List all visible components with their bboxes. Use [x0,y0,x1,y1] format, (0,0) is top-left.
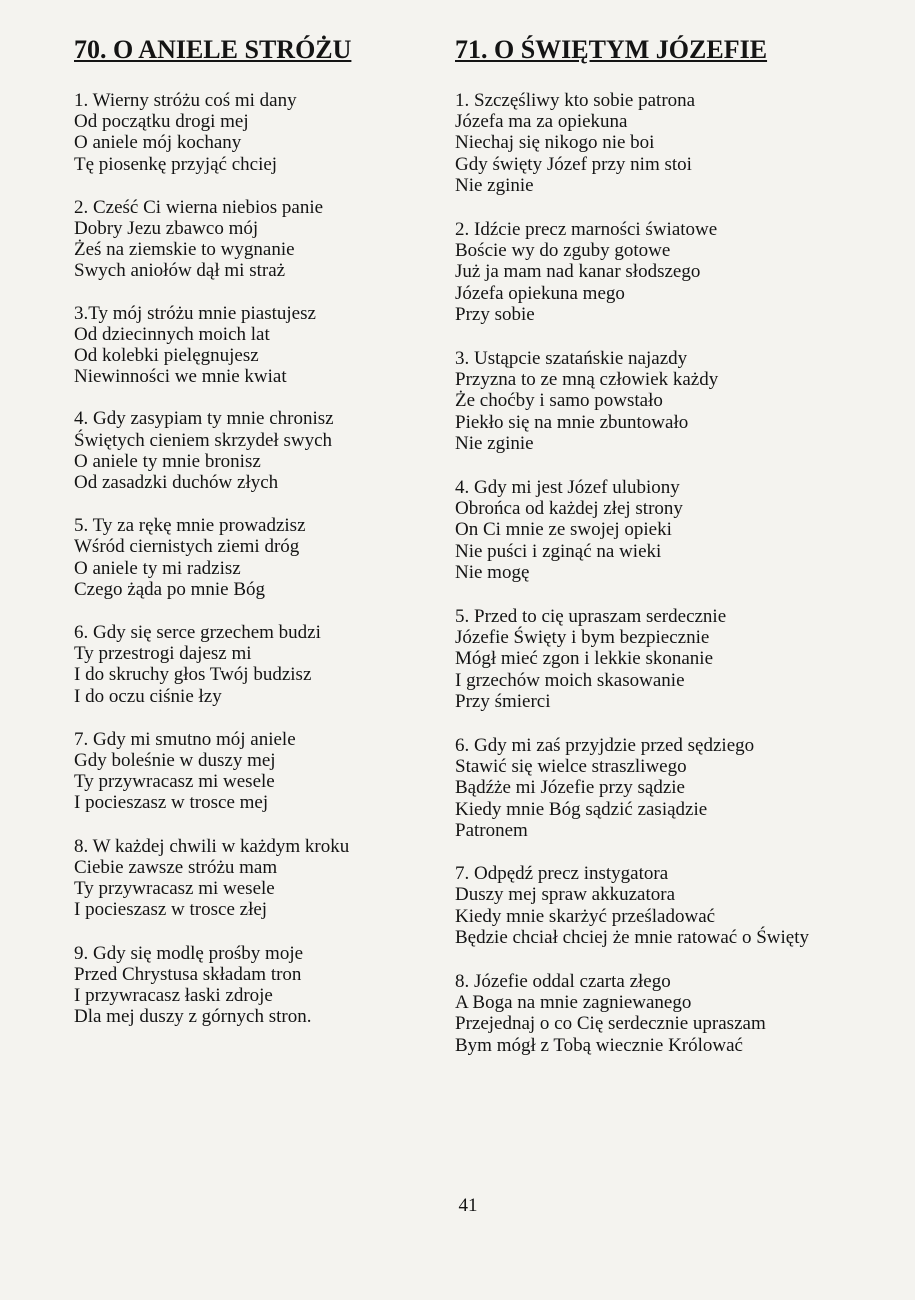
verse-line: 5. Ty za rękę mnie prowadzisz [74,515,306,537]
verse [74,836,444,921]
verse [455,477,875,583]
verse-line: I pocieszasz w trosce złej [74,899,268,921]
verse-line: I przywracasz łaski zdroje [74,984,273,1006]
verse-line: 1. Szczęśliwy kto sobie patrona [455,90,696,111]
verse-line: Przejednaj o co Cię serdecznie upraszam [455,1013,766,1035]
verse-line: Bądźże mi Józefie przy sądzie [455,777,685,799]
verse-line: Gdy boleśnie w duszy mej [74,750,276,772]
verse-line: Józefa ma za opiekuna [455,111,628,133]
verse-line: Nie puści i zginąć na wieki [455,540,662,562]
verse-line: 6. Gdy mi zaś przyjdzie przed sędziego [455,735,755,757]
verse-line: Przed Chrystusa składam tron [74,963,302,985]
song-title: 70. O ANIELE STRÓŻU [74,35,352,64]
verse-line: Tę piosenkę przyjąć chciej [74,153,278,175]
verse-line: I do oczu ciśnie łzy [74,685,222,707]
verse-line: Ty przestrogi dajesz mi [74,643,252,665]
verse [455,90,875,196]
verse-line: 9. Gdy się modlę prośby moje [74,942,304,964]
verse-line: Józefie Święty i bym bezpiecznie [455,627,710,649]
verse [74,197,444,282]
verse-line: Józefa opiekuna mego [455,282,625,304]
verse-line: Niewinności we mnie kwiat [74,366,287,388]
verse-line: Stawić się wielce straszliwego [455,756,687,778]
verse-line: Żeś na ziemskie to wygnanie [74,239,295,261]
verse-line: O aniele ty mi radzisz [74,557,241,579]
verse-line: Piekło się na mnie zbuntowało [455,411,689,433]
verse-line: I do skruchy głos Twój budzisz [74,664,312,686]
verse-line: Przy śmierci [455,690,551,712]
verse-line: 7. Gdy mi smutno mój aniele [74,728,296,750]
verse-line: Od początku drogi mej [74,111,249,133]
verse-line: 7. Odpędź precz instygatora [455,863,669,885]
verse-line: Przy sobie [455,303,535,325]
verse-line: O aniele ty mnie bronisz [74,450,261,472]
verse [455,606,875,712]
verse-line: Przyzna to ze mną człowiek każdy [455,369,719,391]
verse-line: Od dziecinnych moich lat [74,323,270,345]
verse-line: Obrońca od każdej złej strony [455,498,683,520]
verse-line: Kiedy mnie Bóg sądzić zasiądzie [455,798,708,820]
verse [74,303,444,388]
verse-line: Gdy święty Józef przy nim stoi [455,153,692,175]
verse-line: 2. Cześć Ci wierna niebios panie [74,196,324,218]
verse-line: Nie mogę [455,561,530,583]
verse-line: Nie zginie [455,432,534,454]
verse-line: I pocieszasz w trosce mej [74,792,269,814]
verse [455,735,875,841]
verse [455,863,875,948]
verse-line: 4. Gdy mi jest Józef ulubiony [455,477,680,499]
verse-line: Duszy mej spraw akkuzatora [455,884,676,906]
verse-line: Wśród ciernistych ziemi dróg [74,536,300,558]
verse-line: 6. Gdy się serce grzechem budzi [74,622,321,644]
verse [455,219,875,325]
verse-line: Ty przywracasz mi wesele [74,878,275,900]
verse-line: Boście wy do zguby gotowe [455,240,671,262]
verse-line: 8. W każdej chwili w każdym kroku [74,835,350,857]
verse-line: Nie zginie [455,174,534,196]
verse [74,90,444,175]
verse-line: Będzie chciał chciej że mnie ratować o Święty [455,926,809,948]
verse-line: Swych aniołów dął mi straż [74,260,286,282]
song-71 [455,34,875,1056]
verse [74,943,444,1028]
verse-line: O aniele mój kochany [74,132,242,154]
verse-list [455,90,875,1056]
verse [74,408,444,493]
verse-line: 8. Józefie oddal czarta złego [455,970,671,992]
verse-line: Bym mógł z Tobą wiecznie Królować [455,1034,743,1056]
verse-line: Świętych cieniem skrzydeł swych [74,429,333,451]
verse-line: On Ci mnie ze swojej opieki [455,519,672,541]
verse-line: A Boga na mnie zagniewanego [455,992,692,1014]
verse-line: Od zasadzki duchów złych [74,472,279,494]
verse-line: 5. Przed to cię upraszam serdecznie [455,606,727,628]
verse-list [74,90,444,1027]
verse-line: 3.Ty mój stróżu mnie piastujesz [74,302,316,324]
verse-line: 1. Wierny stróżu coś mi dany [74,90,297,111]
verse [74,515,444,600]
verse-line: Niechaj się nikogo nie boi [455,132,655,154]
verse-line: 2. Idźcie precz marności światowe [455,219,718,241]
song-70 [74,34,444,1027]
verse-line: 4. Gdy zasypiam ty mnie chronisz [74,408,334,430]
verse-line: Od kolebki pielęgnujesz [74,345,259,367]
verse [455,971,875,1056]
verse [74,729,444,814]
verse-line: Czego żąda po mnie Bóg [74,578,266,600]
verse-line: Ciebie zawsze stróżu mam [74,856,278,878]
verse-line: 3. Ustąpcie szatańskie najazdy [455,348,688,370]
verse-line: Już ja mam nad kanar słodszego [455,261,701,283]
verse-line: Patronem [455,819,528,841]
verse-line: Kiedy mnie skarżyć prześladować [455,905,716,927]
verse-line: Dla mej duszy z górnych stron. [74,1006,312,1028]
verse-line: I grzechów moich skasowanie [455,669,685,691]
verse [74,622,444,707]
verse-line: Ty przywracasz mi wesele [74,771,275,793]
verse-line: Dobry Jezu zbawco mój [74,218,259,240]
verse-line: Mógł mieć zgon i lekkie skonanie [455,648,714,670]
song-title: 71. O ŚWIĘTYM JÓZEFIE [455,35,768,64]
verse-line: Że choćby i samo powstało [455,390,663,412]
verse [455,348,875,454]
page-number: 41 [458,1195,478,1216]
